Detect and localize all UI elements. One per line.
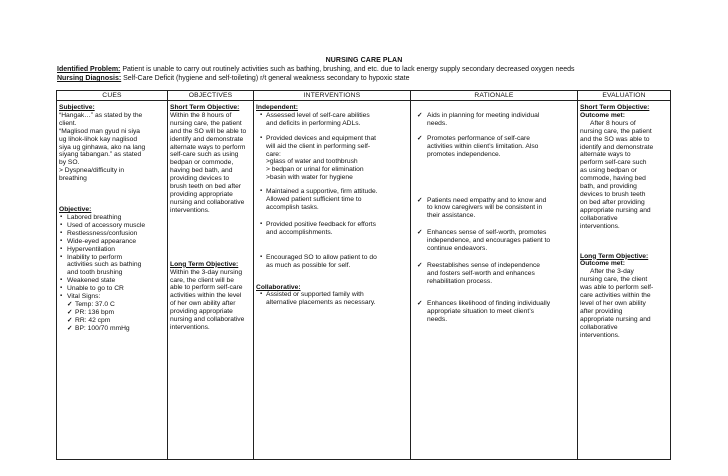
long-term-eval-text: After the 3-day nursing care, the client was able to perform self- care activities within the level of her own ability after providing appropriate nursing and collaborative interventions. [580,268,654,339]
table-row [57,101,671,460]
list-item: ▪ Unable to go to CR [59,285,165,293]
list-item: ▪ Labored breathing [59,214,165,222]
document-title: NURSING CARE PLAN [325,57,403,64]
intervention-item: ▪ Assisted or supported family with alternative placements as necessary. [256,291,408,307]
column-header-objectives: OBJECTIVES [168,91,254,101]
rationale-item: ✓ Enhances sense of self-worth, promotes independence, and encourages patient to continue endeavors. [413,229,575,253]
identified-problem-label: Identified Problem: [57,66,121,73]
table-header-row [57,91,671,101]
evaluation-cell [578,101,671,460]
vital-sign-item: ✓ Temp: 37.0 C [59,301,165,309]
rationale-item: ✓ Aids in planning for meeting individual needs. [413,112,575,128]
objectives-cell [168,101,254,460]
short-term-objective-text: Within the 8 hours of nursing care, the patient and the SO will be able to identify and demonstrate alternate ways to perform self-care such as using bedpan or commode, having bed bath, and providing devices to brush teeth on bed after providing appropriate nursing and collaborative interventions. [170,111,247,214]
rationale-item: ✓ Promotes performance of self-care activities within client’s limitation. Also promotes independence. [413,135,575,159]
care-plan-table [56,90,671,460]
list-item-continued: activities such as bathing [67,261,142,269]
intervention-sub-list: >glass of water and toothbrush > bedpan or urinal for elimination >basin with water for hygiene [266,158,364,182]
cues-cell [57,101,168,460]
rationale-cell [411,101,578,460]
short-term-eval-text: After 8 hours of nursing care, the patient and the SO was able to identify and demonstrate alternate ways to perform self-care such as using bedpan or commode, having bed bath, and providing devices to brush teeth on bed after providing appropriate nursing and collaborative interventions. [580,119,654,230]
subjective-heading: Subjective: [59,104,95,111]
list-item: ▪ Used of accessory muscle [59,222,165,230]
collaborative-heading: Collaborative: [256,283,301,291]
identified-problem-line [57,66,575,73]
subjective-text: “Hangak…” as stated by the client. “Maglisod man gyud ni siya ug lihok-lihok kay naglisod siya ug ginhawa, ako na lang siyang tabangan.” as stated by SO. > Dyspnea/difficulty in breathing [59,111,146,183]
short-term-eval-heading: Short Term Objective: [580,104,650,111]
intervention-item: ▪ Provided devices and equipment that will aid the client in performing self- care: >glass of water and toothbrush > bedpan or urinal for elimination >basin with water for hygiene [256,135,408,182]
long-term-objective-text: Within the 3-day nursing care, the client will be able to perform self-care activities within the level of her own ability after providing appropriate nursing and collaborative interventions. [170,268,245,331]
list-item-continued: and tooth brushing [67,269,123,277]
column-header-evaluation: EVALUATION [578,91,671,101]
vital-sign-item: ✓ BP: 100/70 mmHg [59,325,165,333]
list-item: ▪ Weakened state [59,277,165,285]
list-item: ▪ Restlessness/confusion [59,230,165,238]
list-item: ▪ Inability to perform [59,254,165,262]
list-item: ▪ Vital Signs: [59,293,165,301]
column-header-rationale: RATIONALE [411,91,578,101]
intervention-item: ▪ Maintained a supportive, firm attitude. Allowed patient sufficient time to accomplish tasks. [256,188,408,212]
column-header-interventions: INTERVENTIONS [254,91,411,101]
identified-problem-text: Patient is unable to carry out routinely activities such as bathing, brushing, and etc. due to lack energy supply secondary decreased oxygen needs [122,66,575,73]
independent-heading: Independent: [256,104,298,111]
nursing-diagnosis-text: Self-Care Deficit (hygiene and self-toileting) r/t general weakness secondary to hypoxic state [123,75,410,82]
interventions-cell [254,101,411,460]
intervention-item: ▪ Provided positive feedback for efforts and accomplishments. [256,221,408,237]
list-item: ▪ Wide-eyed appearance [59,238,165,246]
long-term-eval-heading: Long Term Objective: [580,252,649,260]
long-term-outcome-met: Outcome met: [580,260,625,268]
objective-heading: Objective: [59,206,92,214]
vital-sign-item: ✓ RR: 42 cpm [59,317,165,325]
objective-list [59,214,165,333]
rationale-item: ✓ Reestablishes sense of independence and fosters self-worth and enhances rehabilitation process. [413,262,575,286]
column-header-cues: CUES [57,91,168,101]
nursing-diagnosis-line [57,75,410,82]
rationale-item: ✓ Patients need empathy and to know and to know caregivers will be consistent in their assistance. [413,197,575,221]
short-term-outcome-met: Outcome met: [580,111,625,119]
intervention-item: ▪ Encouraged SO to allow patient to do as much as possible for self. [256,254,408,270]
long-term-objective-heading: Long Term Objective: [170,260,239,268]
intervention-item: ▪ Assessed level of self-care abilities and deficits in performing ADLs. [256,112,408,128]
vital-sign-item: ✓ PR: 136 bpm [59,309,165,317]
rationale-item: ✓ Enhances likelihood of finding individually appropriate situation to meet client’s needs. [413,300,575,324]
short-term-objective-heading: Short Term Objective: [170,104,240,111]
list-item: ▪ Hyperventilation [59,246,165,254]
nursing-diagnosis-label: Nursing Diagnosis: [57,75,122,82]
